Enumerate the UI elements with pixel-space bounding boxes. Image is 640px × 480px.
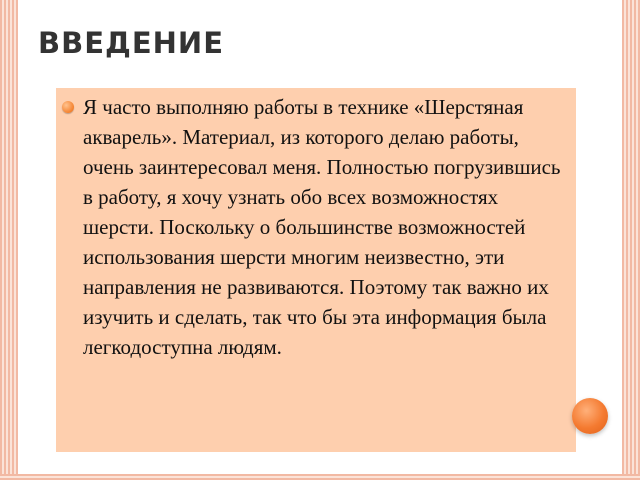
bullet-item bbox=[62, 92, 572, 362]
orange-circle-bullet-icon bbox=[62, 101, 74, 113]
orange-circle-decoration-icon bbox=[572, 398, 608, 434]
left-border-stripes bbox=[0, 0, 18, 480]
slide-title: ВВЕДЕНИЕ bbox=[38, 26, 225, 60]
content-box bbox=[56, 88, 576, 452]
bullet-text: Я часто выполняю работы в технике «Шерстяная акварель». Материал, из которого делаю работы, очень заинтересовал меня. Полностью погрузившись в работу, я хочу узнать обо всех возможностях шерсти. Поскольку о большинстве возможностей использования шерсти многим неизвестно, эти направления не развиваются. Поэтому так важно их изучить и сделать, так что бы эта информация была легкодоступна людям. bbox=[83, 95, 561, 359]
slide bbox=[18, 0, 622, 474]
bottom-border-stripes bbox=[0, 474, 640, 480]
right-border-stripes bbox=[622, 0, 640, 480]
